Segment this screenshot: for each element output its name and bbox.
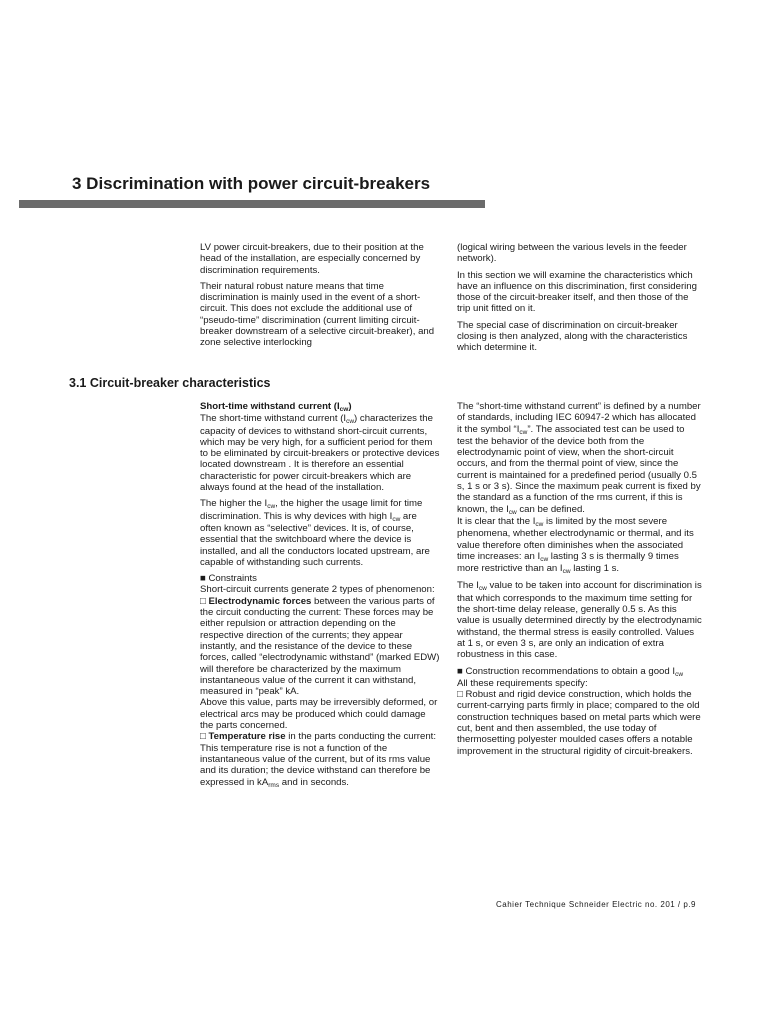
intro-paragraph: Their natural robust nature means that time discrimination is mainly used in the event of a short-circuit. This does not exclude the additional use of “pseudo-time” discrimination (current limiting circuit-breaker downstream of a selective circuit-breaker), and zone selective interlocking [200, 280, 435, 349]
title-underline-bar [19, 200, 485, 208]
chapter-title: 3 Discrimination with power circuit-breakers [72, 174, 431, 193]
temperature-rise-text: This temperature rise is not a function of the instantaneous value of the current, but of its rms value and its duration; the device withstand can therefore be expressed in $kA_{rms}$ and in seconds. [200, 742, 431, 789]
intro-paragraph: LV power circuit-breakers, due to their position at the head of the installation, are especially concerned by discrimination requirements. [200, 242, 424, 276]
paragraph-icw-definition: The short-time withstand current $(I_{cw})$ characterizes the capacity of devices to withstand short-circuit currents, which may be very high, for a sufficient period for them to be eliminated by circuit-breakers or protective devices located downstream . It is therefore an essential characteristic for power circuit-breakers which are always found at the head of the installation. [200, 413, 440, 494]
page-footer: Cahier Technique Schneider Electric no. 201 / p.9 [495, 900, 696, 909]
paragraph-limits: It is clear that the $I_{cw}$ is limited by the most severe phenomena, whether electrodynamic or thermal, and its value therefore often diminishes when the associated time increases: an $I_{cw}$ lasting 3 s is thermally 9 times more restrictive than an $I_{cw}$ lasting 1 s. [457, 515, 694, 576]
constraints-text: Short-circuit currents generate 2 types of phenomenon: [200, 584, 435, 596]
temperature-rise-item: □ Temperature rise in the parts conducting the current: [200, 731, 436, 743]
paragraph-discrimination-value: The $I_{cw}$ value to be taken into account for discrimination is that which corresponds to the maximum time setting for the short-time delay release, generally 0.5 s. As this value is usually determined directly by the electrodynamic withstand, the thermal stress is easily controlled. Values at 1 s, or even 3 s, are only an indication of extra robustness in this case. [457, 580, 702, 661]
paragraph-icw-usage: The higher the $I_{cw}$, the higher the usage limit for time discrimination. This is why devices with high $I_{cw}$ are often known as “selective” devices. It is, of course, essential that the switchboard where the device is installed, and all the conductors located upstream, are capable of withstanding such currents. [200, 498, 430, 568]
section-title: 3.1 Circuit-breaker characteristics [69, 376, 271, 390]
paragraph-standards: The “short-time withstand current” is defined by a number of standards, including IEC 60947-2 which has allocated it the symbol “$I_{cw}$”. The associated test can be used to test the behavior of the device both from the electrodynamic point of view, when the short-circuit occurs, and from the thermal point of view, since the current is maintained for a predefined period (usually 0.5 s, 1 s or 3 s). Since the maximum peak current is fixed by the standard as a function of the rms current, if this is known, the $I_{cw}$ can be defined. [457, 401, 701, 516]
electrodynamic-forces-text: Above this value, parts may be irreversibly deformed, or electrical arcs may be produced which could damage the parts concerned. [200, 697, 438, 732]
intro-left-column [200, 242, 440, 354]
subsection-heading: Short-time withstand current $(I_{cw})$ [200, 401, 352, 413]
right-column [457, 401, 702, 757]
intro-paragraph: The special case of discrimination on circuit-breaker closing is then analyzed, along with the characteristics which determine it. [457, 319, 688, 354]
construction-recommendations-label: ■ Construction recommendations to obtain a good $I_{cw}$ [457, 665, 684, 678]
left-column [200, 401, 440, 789]
intro-right-column [457, 242, 702, 359]
rigid-construction-item: □ Robust and rigid device construction, which holds the current-carrying parts firmly in place; compared to the old construction techniques based on metal parts which were cut, bent and then assembled, the use today of thermosetting polyester moulded cases offers a notable improvement in the structural rigidity of circuit-breakers. [457, 689, 701, 757]
electrodynamic-forces-item: □ Electrodynamic forces between the various parts of the circuit conducting the current: These forces may be either repulsion or attraction depending on the respective direction of the currents; they appear instantly, and the resistance of the device to these forces, called “electrodynamic withstand” (marked EDW) will therefore be characterized by the maximum instantaneous value of the current it can withstand, measured in “peak” kA. [200, 595, 440, 698]
intro-paragraph: In this section we will examine the characteristics which have an influence on this discrimination, first considering those of the circuit-breaker itself, and then those of the trip unit fitted on it. [457, 269, 697, 315]
constraints-label: ■ Constraints [200, 573, 257, 585]
intro-paragraph: (logical wiring between the various levels in the feeder network). [457, 242, 687, 265]
requirements-intro: All these requirements specify: [457, 677, 588, 689]
